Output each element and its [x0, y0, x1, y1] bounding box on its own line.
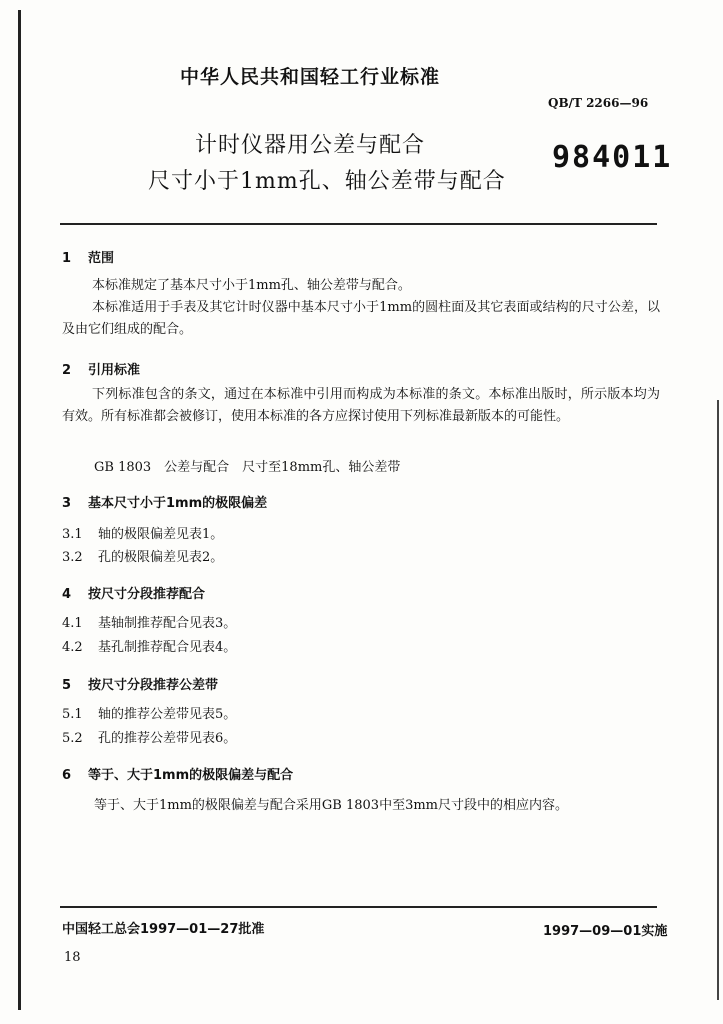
standard-code: QB/T 2266—96 — [548, 96, 649, 110]
clause-text: 轴的极限偏差见表1。 — [98, 527, 224, 542]
clause-text: 孔的极限偏差见表2。 — [98, 550, 224, 565]
clause-text: 基轴制推荐配合见表3。 — [98, 616, 237, 631]
clause-item — [62, 546, 223, 565]
section-title: 范围 — [88, 251, 115, 266]
effective-date: 1997—09—01实施 — [543, 924, 668, 939]
issuing-organization: 中华人民共和国轻工行业标准 — [179, 66, 440, 88]
section-number: 4 — [62, 587, 72, 602]
section-number: 5 — [62, 678, 72, 693]
section-title: 等于、大于1mm的极限偏差与配合 — [88, 768, 294, 783]
section-heading-2 — [62, 359, 140, 378]
clause-item — [62, 703, 236, 722]
clause-item — [62, 727, 236, 746]
section-number: 3 — [62, 496, 72, 511]
clause-text: 基孔制推荐配合见表4。 — [98, 640, 237, 655]
paragraph: 等于、大于1mm的极限偏差与配合采用GB 1803中至3mm尺寸段中的相应内容。 — [94, 798, 569, 813]
header-divider — [60, 223, 657, 225]
clause-text: 孔的推荐公差带见表6。 — [98, 731, 237, 746]
approval-date: 中国轻工总会1997—01—27批准 — [62, 922, 265, 937]
paragraph: 本标准规定了基本尺寸小于1mm孔、轴公差带与配合。 — [92, 278, 411, 293]
section-title: 基本尺寸小于1mm的极限偏差 — [88, 496, 268, 511]
page-right-edge — [717, 400, 719, 1000]
title-line-2: 尺寸小于1mm孔、轴公差带与配合 — [148, 169, 506, 194]
section-number: 2 — [62, 363, 72, 378]
title-line-1: 计时仪器用公差与配合 — [195, 133, 426, 158]
clause-item — [62, 636, 236, 655]
clause-number: 4.2 — [62, 640, 83, 655]
section-heading-1 — [62, 247, 114, 266]
clause-number: 4.1 — [62, 616, 83, 631]
clause-number: 3.1 — [62, 527, 83, 542]
clause-item — [62, 612, 236, 631]
page-left-edge — [18, 10, 21, 1010]
referenced-standard: GB 1803 公差与配合 尺寸至18mm孔、轴公差带 — [94, 460, 401, 475]
section-title: 按尺寸分段推荐配合 — [88, 587, 206, 602]
section-number: 6 — [62, 768, 72, 783]
paragraph: 下列标准包含的条文，通过在本标准中引用而构成为本标准的条文。本标准出版时，所示版本均为有效。所有标准都会被修订，使用本标准的各方应探讨使用下列标准最新版本的可能性。 — [62, 387, 660, 424]
section-heading-3 — [62, 492, 267, 511]
document-number: 984011 — [552, 140, 673, 175]
page-number: 18 — [64, 950, 81, 965]
paragraph: 本标准适用于手表及其它计时仪器中基本尺寸小于1mm的圆柱面及其它表面或结构的尺寸公差，以及由它们组成的配合。 — [62, 300, 660, 337]
section-heading-5 — [62, 674, 218, 693]
section-heading-4 — [62, 583, 205, 602]
section-heading-6 — [62, 764, 293, 783]
clause-number: 5.1 — [62, 707, 83, 722]
clause-number: 5.2 — [62, 731, 83, 746]
section-number: 1 — [62, 251, 72, 266]
clause-text: 轴的推荐公差带见表5。 — [98, 707, 237, 722]
clause-item — [62, 523, 223, 542]
clause-number: 3.2 — [62, 550, 83, 565]
section-title: 按尺寸分段推荐公差带 — [88, 678, 219, 693]
footer-divider — [60, 906, 657, 908]
section-title: 引用标准 — [88, 363, 141, 378]
